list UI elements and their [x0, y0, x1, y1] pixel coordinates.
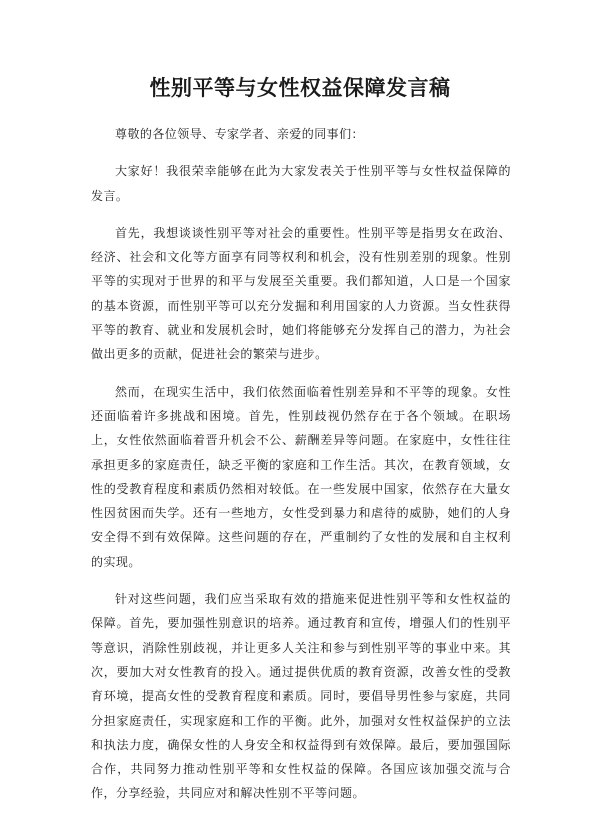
paragraph-challenges: 然而，在现实生活中，我们依然面临着性别差异和不平等的现象。女性还面临着许多挑战和困境。首先，性别歧视仍然存在于各个领域。在职场上，女性依然面临着晋升机会不公、薪酬差异等问题。在家庭中，女性往往承担更多的家庭责任，缺乏平衡的家庭和工作生活。其次，在教育领域，女性的受教育程度和素质仍然相对较低。在一些发展中国家，依然存在大量女性因贫困而失学。还有一些地方，女性受到暴力和虐待的威胁，她们的人身安全得不到有效保障。这些问题的存在，严重制约了女性的发展和自主权利的实现。 [91, 384, 511, 569]
document-title: 性别平等与女性权益保障发言稿 [149, 76, 451, 100]
greeting-paragraph: 尊敬的各位领导、专家学者、亲爱的同事们： [115, 127, 365, 141]
document-body [91, 122, 511, 819]
paragraph-measures: 针对这些问题，我们应当采取有效的措施来促进性别平等和女性权益的保障。首先，要加强性别意识的培养。通过教育和宣传，增强人们的性别平等意识，消除性别歧视，并让更多人关注和参与到性别平等的事业中来。其次，要加大对女性教育的投入。通过提供优质的教育资源，改善女性的受教育环境，提高女性的受教育程度和素质。同时，要倡导男性参与家庭，共同分担家庭责任，实现家庭和工作的平衡。此外，加强对女性权益保护的立法和执法力度，确保女性的人身安全和权益得到有效保障。最后，要加强国际合作，共同努力推动性别平等和女性权益的保障。各国应该加强交流与合作，分享经验，共同应对和解决性别不平等问题。 [91, 592, 511, 801]
paragraph-importance: 首先，我想谈谈性别平等对社会的重要性。性别平等是指男女在政治、经济、社会和文化等方面享有同等权利和机会，没有性别差别的现象。性别平等的实现对于世界的和平与发展至关重要。我们都知道，人口是一个国家的基本资源，而性别平等可以充分发掘和利用国家的人力资源。当女性获得平等的教育、就业和发展机会时，她们将能够充分发挥自己的潜力，为社会做出更多的贡献，促进社会的繁荣与进步。 [91, 225, 511, 362]
paragraph-opening: 大家好！我很荣幸能够在此为大家发表关于性别平等与女性权益保障的发言。 [91, 164, 511, 203]
